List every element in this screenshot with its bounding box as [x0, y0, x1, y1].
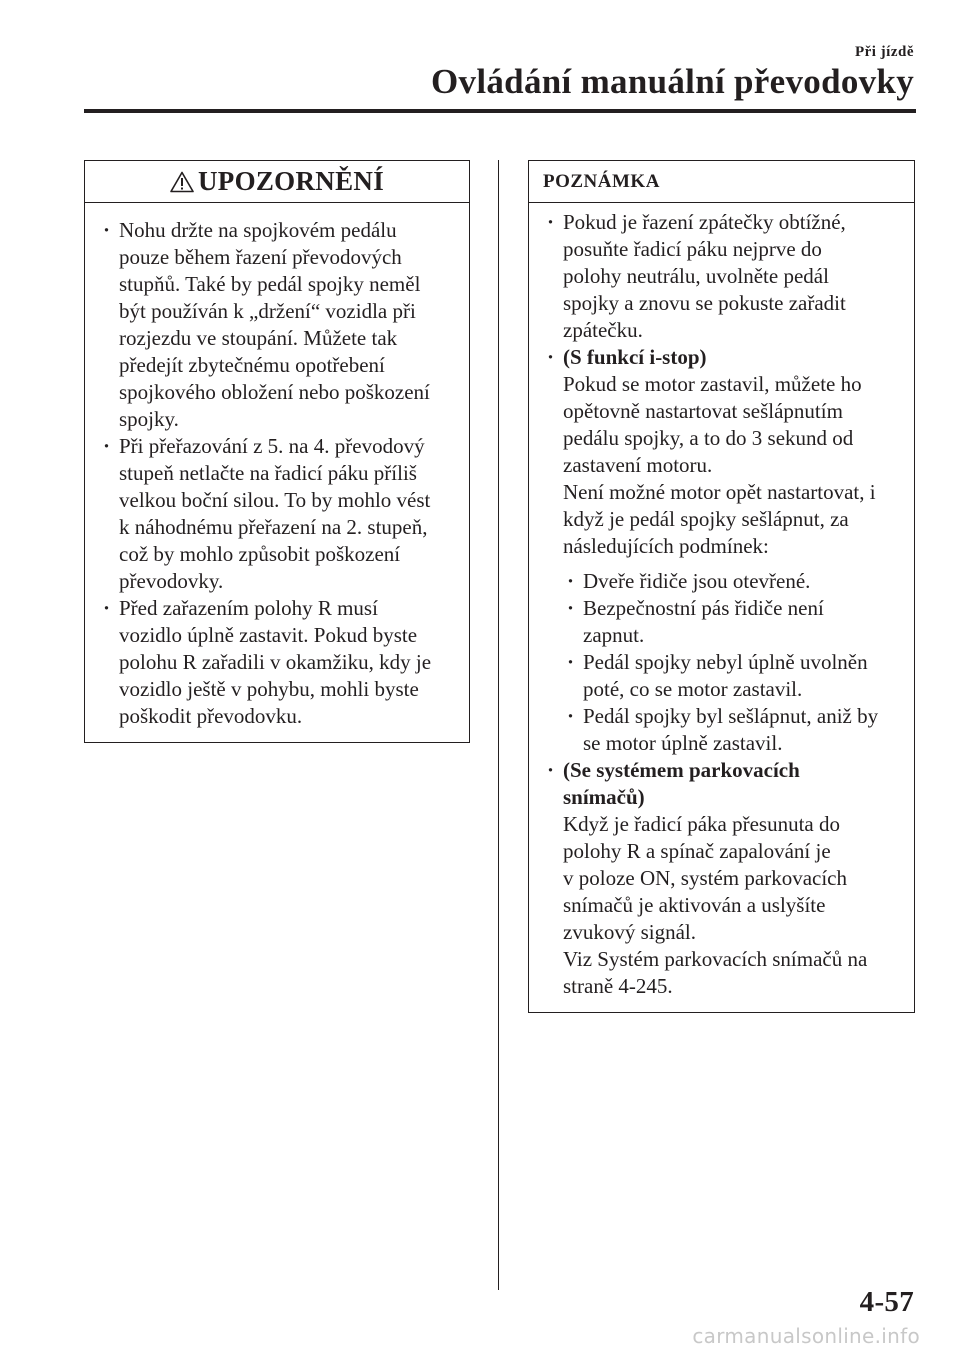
bullet: · — [567, 704, 575, 728]
note-line: spojky a znovu se pokuste zařadit — [563, 291, 846, 315]
caution-line: spojkového obložení nebo poškození — [119, 380, 430, 404]
caution-line: Před zařazením polohy R musí — [119, 596, 378, 620]
note-item-2 — [543, 344, 900, 757]
note-sub-item — [563, 703, 900, 757]
caution-body — [85, 203, 469, 742]
caution-title: UPOZORNĚNÍ — [197, 166, 384, 196]
bullet: · — [567, 596, 575, 620]
caution-line: vozidlo úplně zastavit. Pokud byste — [119, 623, 418, 647]
note-sub-item — [563, 649, 900, 703]
watermark: carmanualsonline.info — [692, 1324, 920, 1348]
note-sub-line: poté, co se motor zastavil. — [583, 677, 803, 701]
note-box — [528, 160, 915, 1013]
note-line: snímačů je aktivován a uslyšíte — [563, 893, 826, 917]
bullet: · — [103, 434, 111, 458]
note-line: následujících podmínek: — [563, 534, 769, 558]
note-sub-line: Pedál spojky byl sešlápnut, aniž by — [583, 704, 879, 728]
note-line: straně 4-245. — [563, 974, 673, 998]
note-line: pedálu spojky, a to do 3 sekund od — [563, 426, 854, 450]
column-divider — [498, 160, 499, 1290]
note-heading: (Se systémem parkovacích — [563, 758, 800, 782]
note-line: Pokud se motor zastavil, můžete ho — [563, 372, 862, 396]
bullet: · — [567, 569, 575, 593]
page-title: Ovládání manuální převodovky — [431, 62, 914, 101]
caution-line: spojky. — [119, 407, 179, 431]
note-line: Viz Systém parkovacích snímačů na — [563, 947, 868, 971]
note-line: když je pedál spojky sešlápnut, za — [563, 507, 849, 531]
caution-item-2 — [99, 433, 455, 595]
bullet: · — [547, 345, 555, 369]
caution-line: velkou boční silou. To by mohlo vést — [119, 488, 431, 512]
note-sub-line: zapnut. — [583, 623, 645, 647]
caution-box — [84, 160, 470, 743]
note-body — [529, 203, 914, 1012]
note-line: polohy R a spínač zapalování je — [563, 839, 831, 863]
bullet: · — [103, 596, 111, 620]
bullet: · — [103, 218, 111, 242]
note-heading: snímačů) — [563, 785, 645, 809]
caution-header — [85, 161, 469, 203]
note-line: Když je řadicí páka přesunuta do — [563, 812, 840, 836]
note-item-1 — [543, 209, 900, 344]
note-item-3 — [543, 757, 900, 1000]
caution-line: což by mohlo způsobit poškození — [119, 542, 401, 566]
caution-line: Při přeřazování z 5. na 4. převodový — [119, 434, 425, 458]
caution-line: předejít zbytečnému opotřebení — [119, 353, 385, 377]
warning-triangle-icon — [170, 171, 194, 193]
note-line: zpátečku. — [563, 318, 643, 342]
note-line: Pokud je řazení zpátečky obtížné, — [563, 210, 846, 234]
caution-line: k náhodnému přeřazení na 2. stupeň, — [119, 515, 428, 539]
note-line: opětovně nastartovat sešlápnutím — [563, 399, 843, 423]
bullet: · — [567, 650, 575, 674]
caution-item-1 — [99, 217, 455, 433]
caution-line: polohu R zařadili v okamžiku, kdy je — [119, 650, 432, 674]
note-sub-line: Pedál spojky nebyl úplně uvolněn — [583, 650, 868, 674]
caution-line: poškodit převodovku. — [119, 704, 303, 728]
note-line: v poloze ON, systém parkovacích — [563, 866, 848, 890]
page-number: 4-57 — [859, 1286, 914, 1318]
note-line: zvukový signál. — [563, 920, 696, 944]
bullet: · — [547, 210, 555, 234]
section-label: Při jízdě — [854, 44, 914, 60]
caution-line: stupeň netlačte na řadicí páku příliš — [119, 461, 417, 485]
caution-line: Nohu držte na spojkovém pedálu — [119, 218, 397, 242]
note-line: posuňte řadicí páku nejprve do — [563, 237, 822, 261]
note-sub-line: se motor úplně zastavil. — [583, 731, 783, 755]
caution-item-3 — [99, 595, 455, 730]
note-title: POZNÁMKA — [543, 170, 660, 192]
note-sub-line: Bezpečnostní pás řidiče není — [583, 596, 824, 620]
note-header — [529, 161, 914, 203]
caution-line: převodovky. — [119, 569, 224, 593]
note-sub-item — [563, 595, 900, 649]
note-sub-list — [563, 568, 900, 757]
caution-line: vozidlo ještě v pohybu, mohli byste — [119, 677, 419, 701]
note-sub-line: Dveře řidiče jsou otevřené. — [583, 569, 811, 593]
header-rule — [84, 109, 916, 113]
caution-line: stupňů. Také by pedál spojky neměl — [119, 272, 421, 296]
note-line: polohy neutrálu, uvolněte pedál — [563, 264, 829, 288]
note-line: Není možné motor opět nastartovat, i — [563, 480, 876, 504]
caution-line: pouze během řazení převodových — [119, 245, 402, 269]
note-sub-item — [563, 568, 900, 595]
note-heading: (S funkcí i-stop) — [563, 345, 707, 369]
note-line: zastavení motoru. — [563, 453, 713, 477]
caution-line: být používán k „držení“ vozidla při — [119, 299, 416, 323]
caution-line: rozjezdu ve stoupání. Můžete tak — [119, 326, 398, 350]
bullet: · — [547, 758, 555, 782]
